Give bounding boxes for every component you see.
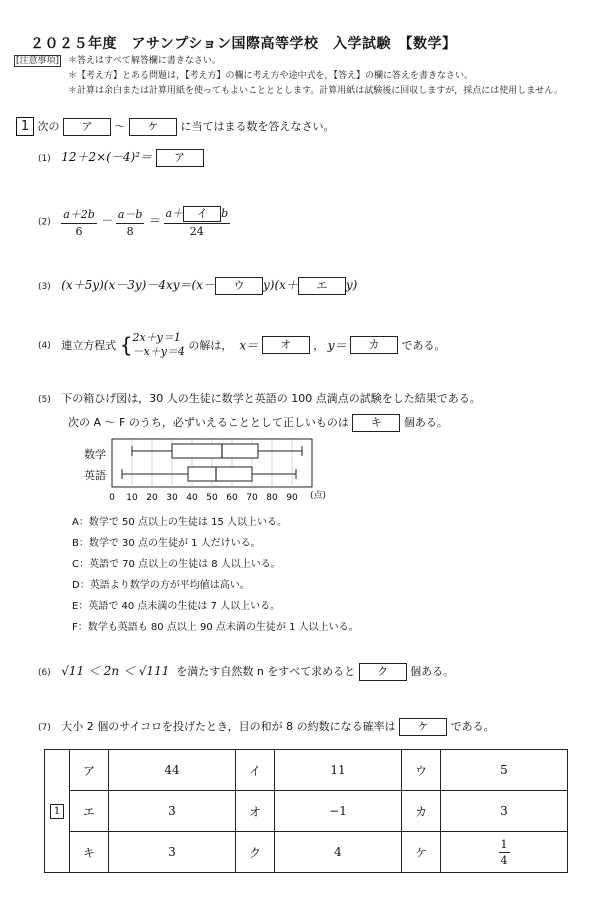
answer-label: ク	[236, 832, 275, 873]
q3-paren2-post: y)	[345, 278, 358, 292]
row-label-english: 英語	[84, 469, 106, 482]
answer-value: −1	[275, 791, 402, 832]
tick-label: 60	[226, 493, 238, 503]
math-box	[172, 444, 258, 458]
statement-a: A：数学で 50 点以上の生徒は 15 人以上いる。	[72, 517, 288, 528]
question-2	[38, 205, 230, 238]
q7-post: である。	[450, 720, 495, 733]
q4-label: 連立方程式	[61, 339, 117, 352]
blank-o: オ	[262, 336, 310, 354]
answer-label: ウ	[402, 750, 441, 791]
question-number: (6)	[38, 668, 51, 678]
answer-value: 44	[109, 750, 236, 791]
fraction-3: $\frac{\text{a＋ イ b}}{24}$	[165, 207, 229, 238]
q5-line1: 下の箱ひげ図は，30 人の生徒に数学と英語の 100 点満点の試験をした結果である。	[61, 392, 481, 405]
fraction-1: $\frac{a+2b}{6}$	[63, 207, 95, 238]
boxplot-chart	[110, 438, 330, 506]
q6-inequality: √11 ＜ 2n ＜ √111	[61, 664, 170, 678]
answer-fraction: $\frac{1}{4}$	[500, 837, 508, 867]
blank-u: ウ	[215, 277, 263, 295]
statement-d: D：英語より数学の方が平均値は高い。	[72, 580, 250, 591]
statement-b: B：数学で 30 点の生徒が 1 人だけいる。	[72, 538, 261, 549]
blank-a: ア	[156, 149, 204, 167]
section-intro	[16, 117, 335, 136]
q3-paren1-post: y)	[262, 278, 275, 292]
q4-post: である。	[401, 339, 446, 352]
answer-label: ケ	[402, 832, 441, 873]
answer-table	[44, 749, 568, 873]
blank-i: イ	[183, 206, 221, 222]
answer-value: 11	[275, 750, 402, 791]
tick-label: 50	[206, 493, 218, 503]
answer-value: 3	[441, 791, 568, 832]
blank-ki: キ	[352, 414, 400, 432]
question-number: (3)	[38, 282, 51, 292]
question-3	[38, 276, 357, 295]
q3-lhs: (x＋5y)(x－3y)－4xy＝	[61, 278, 192, 292]
answer-row	[45, 791, 568, 832]
brace: {	[119, 333, 133, 357]
answer-label: エ	[70, 791, 109, 832]
answer-label: キ	[70, 832, 109, 873]
question-number: (2)	[38, 217, 51, 228]
minus-sign: －	[100, 213, 113, 228]
answer-label: カ	[402, 791, 441, 832]
q6-post: 個ある。	[410, 665, 455, 678]
answer-value: 5	[441, 750, 568, 791]
y-label: y＝	[327, 338, 347, 353]
tick-label: 80	[266, 493, 278, 503]
tick-label: 30	[166, 493, 178, 503]
answer-row	[45, 750, 568, 791]
answer-label: ア	[70, 750, 109, 791]
intro-text-post: に当てはまる数を答えなさい。	[180, 120, 335, 133]
q6-text: を満たす自然数 n をすべて求めると	[176, 665, 356, 678]
intro-text: 次の	[37, 120, 60, 133]
q1-expression: 12＋2×(－4)²＝	[61, 150, 153, 164]
intro-tilde: ～	[114, 120, 126, 133]
question-number: (1)	[38, 154, 51, 164]
answer-value: 3	[109, 832, 236, 873]
q4-mid: の解は，	[188, 339, 233, 352]
tick-label: 70	[246, 493, 258, 503]
statement-f: F：数学も英語も 80 点以上 90 点未満の生徒が 1 人以上いる。	[72, 622, 359, 633]
answer-label: オ	[236, 791, 275, 832]
blank-ka: カ	[350, 336, 398, 354]
answer-value: 4	[275, 832, 402, 873]
notes-label: [注意事項]	[16, 56, 60, 66]
tick-label: 10	[126, 493, 138, 503]
statement-e: E：英語で 40 点未満の生徒は 7 人以上いる。	[72, 601, 281, 612]
fraction-2: $\frac{a-b}{8}$	[117, 207, 143, 238]
boxplot-math	[132, 444, 302, 458]
tick-label: 20	[146, 493, 158, 503]
axis-unit: (点)	[310, 491, 327, 501]
q3-paren1-pre: (x－	[191, 278, 215, 292]
tick-label: 90	[286, 493, 298, 503]
row-label-math: 数学	[84, 448, 106, 461]
answer-section-cell: 1	[45, 750, 70, 873]
boxplot-ticks	[109, 493, 298, 503]
question-number: (4)	[38, 341, 51, 351]
blank-e: エ	[298, 277, 346, 295]
comma: ，	[313, 339, 325, 352]
tick-label: 40	[186, 493, 198, 503]
note-3: ＊計算は余白または計算用紙を使ってもよいことととします。計算用紙は試験後に回収しますが，採点には使用しません。	[68, 86, 563, 96]
q3-paren2-pre: (x＋	[274, 278, 298, 292]
question-number: (7)	[38, 723, 51, 733]
question-5	[38, 390, 481, 406]
answer-value: 3	[109, 791, 236, 832]
english-box	[188, 467, 252, 481]
answer-value	[441, 832, 568, 873]
blank-from: ア	[63, 118, 111, 136]
question-number: (5)	[38, 395, 51, 405]
statement-c: C：英語で 70 点以上の生徒は 8 人以上いる。	[72, 559, 281, 570]
boxplot-english	[122, 467, 296, 481]
note-1: ＊答えはすべて解答欄に書きなさい。	[68, 56, 221, 66]
tick-label: 0	[109, 493, 115, 503]
equals-sign: ＝	[147, 213, 160, 228]
blank-ku: ク	[359, 663, 407, 681]
question-1	[38, 148, 204, 167]
q7-text: 大小 2 個のサイコロを投げたとき，目の和が 8 の約数になる確率は	[61, 720, 396, 733]
question-7	[38, 718, 495, 736]
question-4	[38, 330, 445, 360]
page-title: ２０２５年度 アサンプション国際高等学校 入学試験 【数学】	[30, 36, 457, 52]
blank-to: ケ	[129, 118, 177, 136]
blank-ke: ケ	[399, 718, 447, 736]
q5-line2: 次の A ～ F のうち，必ずいえることとして正しいものは キ 個ある。	[68, 414, 448, 432]
x-label: x＝	[239, 338, 259, 353]
answer-row	[45, 832, 568, 873]
section-number: 1	[16, 117, 34, 136]
note-2: ＊【考え方】とある問題は，【考え方】の欄に考え方や途中式を，【答え】の欄に答えを書きなさい。	[68, 71, 474, 81]
answer-label: イ	[236, 750, 275, 791]
question-6	[38, 662, 454, 681]
system-equations: 2x＋y＝1 －x＋y＝4	[132, 331, 185, 358]
